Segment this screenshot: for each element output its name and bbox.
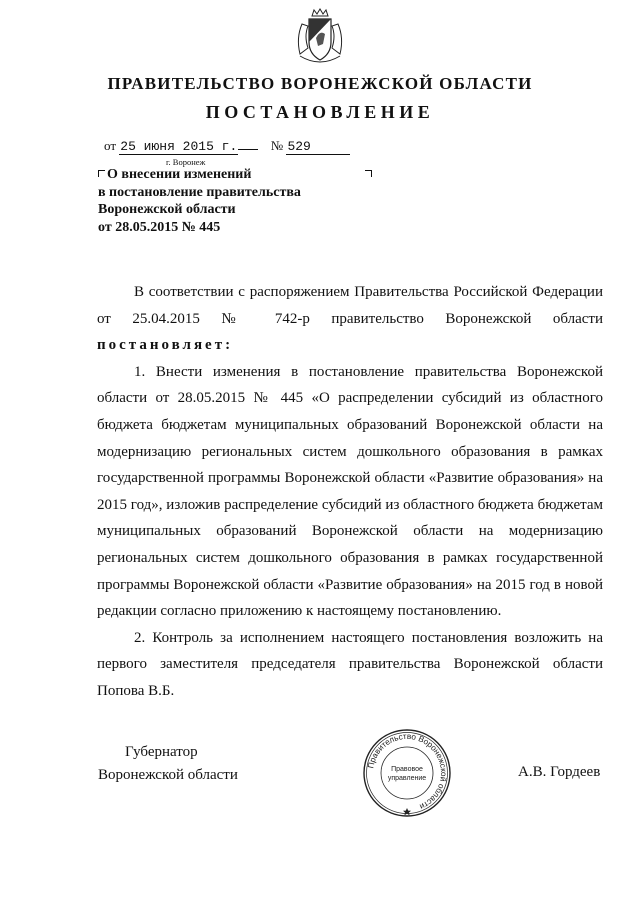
- seal-center-line-2: управление: [387, 775, 427, 782]
- subject-line: в постановление правительства: [98, 184, 301, 200]
- city-label: г. Воронеж: [166, 157, 206, 167]
- preamble-paragraph: [97, 279, 603, 359]
- document-kind: ПОСТАНОВЛЕНИЕ: [205, 102, 435, 122]
- voronezh-coat-of-arms-icon: [292, 8, 348, 66]
- organization-title: ПРАВИТЕЛЬСТВО ВОРОНЕЖСКОЙ ОБЛАСТИ: [107, 74, 533, 93]
- legal-department-seal: [362, 728, 452, 818]
- item-2-paragraph: 2. Контроль за исполнением настоящего постановления возложить на первого заместителя председателя правительства Воронежской области Попова В.Б.: [97, 629, 603, 699]
- subject-line: О внесении изменений: [107, 167, 252, 182]
- subject-line: от 28.05.2015 № 445: [98, 219, 221, 235]
- position-line-2: Воронежской области: [98, 767, 238, 783]
- item-1-paragraph: 1. Внести изменения в постановление правительства Воронежской области от 28.05.2015 № 445 «О распределении субсидий из областного бюджета бюджетам муниципальных образований Воронежской области на модернизацию региональных систем дошкольного образования в рамках государственной программы Воронежской области «Развитие образования» на 2015 год», изложив распределение субсидий из областного бюджета бюджетам муниципальных образований Воронежской области на модернизацию региональных систем дошкольного образования в рамках государственной программы Воронежской области «Развитие образования» на 2015 год в новой редакции согласно приложению к настоящему постановлению.: [97, 363, 603, 620]
- position-line-1: Губернатор: [125, 744, 198, 760]
- number-prefix: №: [270, 138, 284, 153]
- date-number-row: [104, 138, 350, 155]
- seal-ring-text: Правительство Воронежской области: [366, 731, 449, 812]
- signatory-position: [98, 741, 238, 787]
- number-value: 529: [286, 140, 350, 155]
- document-subject: [98, 166, 378, 236]
- seal-center-line-1: Правовое: [391, 766, 423, 773]
- signatory-name: А.В. Гордеев: [518, 764, 601, 780]
- preamble-text: В соответствии с распоряжением Правительства Российской Федерации от 25.04.2015 № 742-р правительство Воронежской области: [97, 284, 603, 327]
- date-prefix: от: [104, 138, 117, 153]
- date-value: 25 июня 2015 г.: [120, 139, 238, 154]
- subject-line: Воронежской области: [98, 202, 236, 217]
- document-body: [97, 279, 603, 705]
- decree-word: постановляет:: [97, 337, 234, 354]
